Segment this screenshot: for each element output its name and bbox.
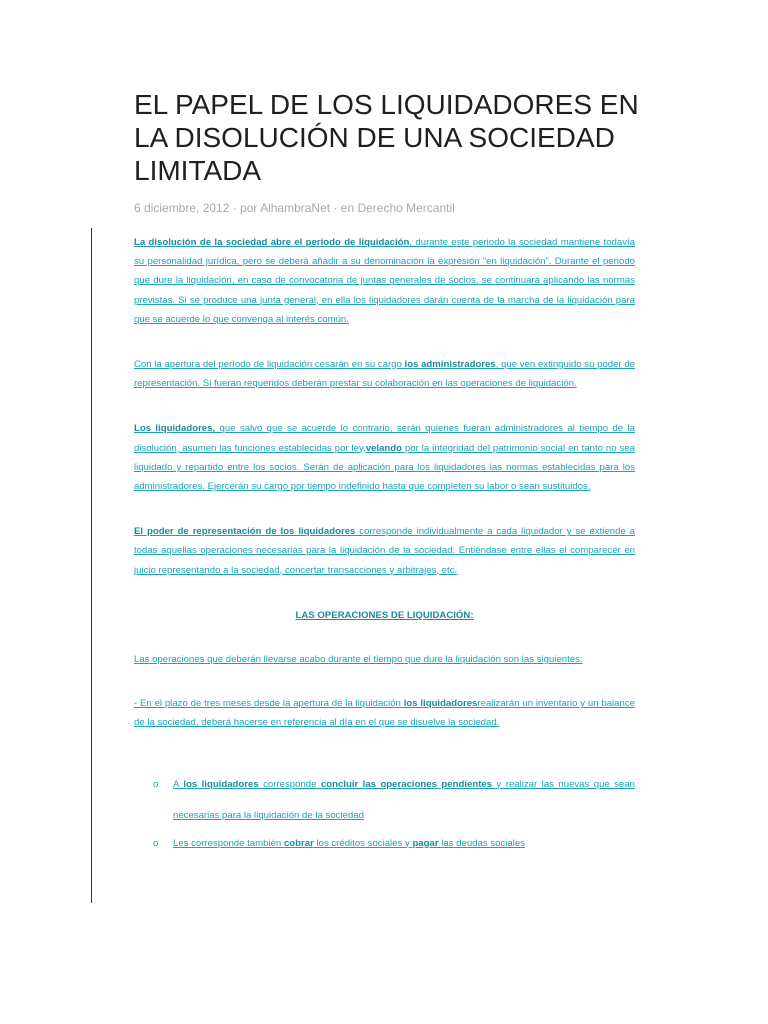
li2-text-b: los créditos sociales y [313,837,413,849]
p6-text-a: - En el plazo de tres meses desde la apertura de la liquidación [134,698,404,710]
li2-text-a: Les corresponde también [173,837,284,849]
li2-bold-1: cobrar [283,837,314,849]
paragraph-4[interactable] [134,522,635,580]
left-rule [91,228,92,903]
p2-text-b: , que ven extinguido su poder de representación. Si fueran requeridos deberán prestar su colaboración en las operaciones de liquidación. [134,359,635,390]
li2-text-c: las deudas sociales [438,837,525,849]
p6-bold: los liquidadores [403,698,478,710]
article-body [134,233,635,853]
p4-bold: El poder de representación de los liquidadores [134,526,356,538]
paragraph-1[interactable] [134,233,635,329]
li1-text-a: A [173,778,184,790]
p3-text-a: que salvo que se acuerde lo contrario, serán quienes fueran administradores al tiempo de la disolución, asumen las funciones establecidas por ley, [134,423,635,454]
p1-bold: La disolución de la sociedad abre el periodo de liquidación [134,237,410,248]
article-title: EL PAPEL DE LOS LIQUIDADORES EN LA DISOLUCIÓN DE UNA SOCIEDAD LIMITADA [134,89,639,186]
paragraph-3[interactable] [134,419,635,496]
list-item[interactable] [134,769,635,831]
p3-bold-2: velando [365,442,403,454]
p1-text: , durante este periodo la sociedad mantiene todavía su personalidad jurídica, pero se deberá añadir a su denominación la expresión “en liquidación”. Durante el periodo que dure la liquidación, en caso de convocatoria de juntas generales de socios, se continuará aplicando las normas previstas. Si se produce una junta general, en ella los liquidadores darán cuenta de la marcha de la liquidación para que se acuerde lo que convenga al interés común. [134,237,635,325]
li1-text-c: y realizar las nuevas que sean necesarias para la liquidación de la sociedad [173,778,635,821]
paragraph-2[interactable] [134,355,635,393]
operations-list [134,769,635,853]
li1-bold-2: concluir las operaciones pendientes [320,778,493,790]
paragraph-6[interactable] [134,694,635,732]
section-heading[interactable]: LAS OPERACIONES DE LIQUIDACIÓN: [295,609,474,621]
p6-text-b: realizarán un inventario y un balance de la sociedad, deberá hacerse en referencia al día en el que se disuelve la sociedad. [134,698,635,729]
article-meta: 6 diciembre, 2012 · por AlhambraNet · en Derecho Mercantil [134,201,455,215]
list-item[interactable] [134,834,635,853]
p3-bold-1: Los liquidadores, [134,423,216,435]
circle-bullet-icon: o [153,837,159,849]
p2-bold: los administradores [404,359,496,371]
li1-text-b: corresponde [258,778,321,790]
p2-text-a: Con la apertura del período de liquidación cesarán en su cargo [134,359,405,371]
li1-bold-1: los liquidadores [183,778,259,790]
paragraph-5[interactable]: Las operaciones que deberán llevarse acabo durante el tiempo que dure la liquidación son las siguientes: [134,654,583,666]
p4-text: corresponde individualmente a cada liquidador y se extiende a todas aquellas operaciones necesarias para la liquidación de la sociedad. Entiéndase entre ellas el comparecer en juicio representando a la sociedad, concertar transacciones y arbitrajes, etc. [134,526,636,576]
p3-text-b: por la integridad del patrimonio social en tanto no sea liquidado y repartido entre los socios. Serán de aplicación para los liquidadores las normas establecidas para los administradores. Ejercerán su cargo por tiempo indefinido hasta que completen su labor o sean sustituidos. [134,442,635,493]
circle-bullet-icon: o [153,778,159,790]
li2-bold-2: pagar [412,837,439,849]
